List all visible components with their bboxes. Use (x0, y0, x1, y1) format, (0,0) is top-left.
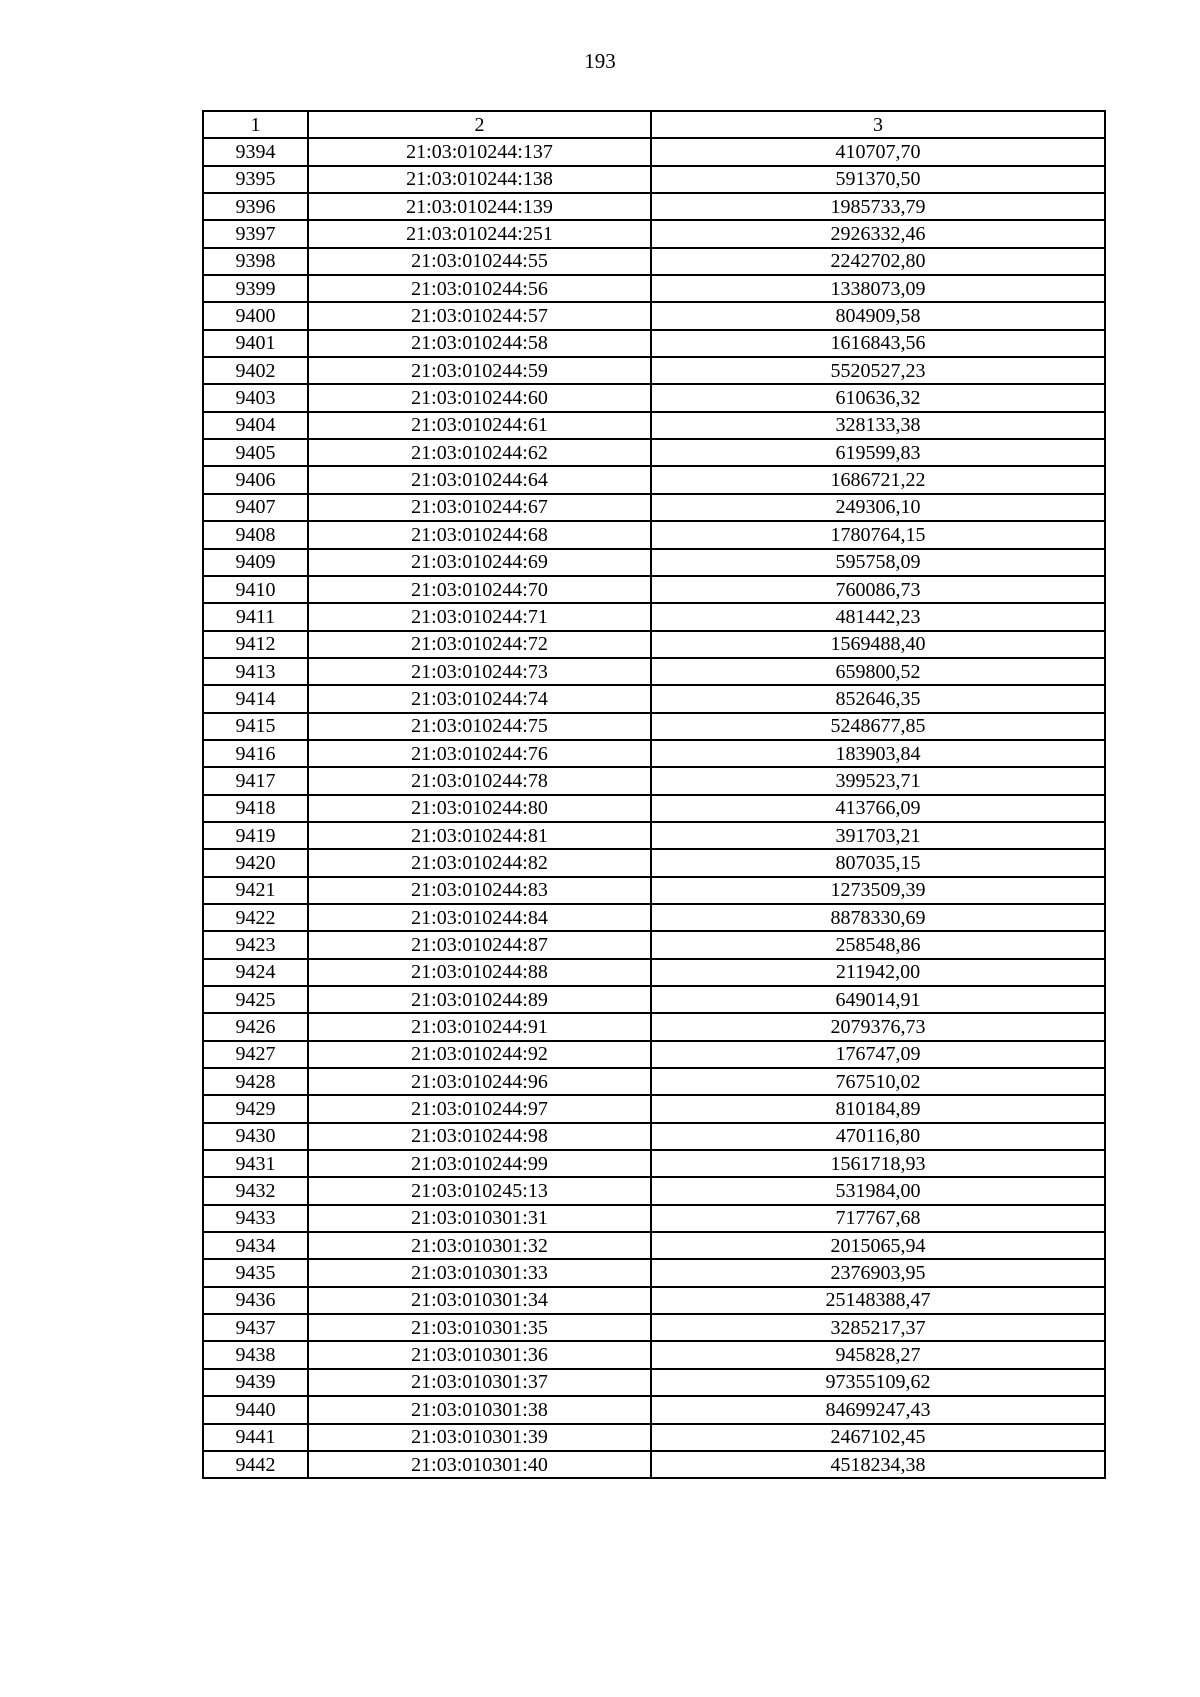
value-cell: 659800,52 (651, 658, 1105, 685)
table-row (203, 466, 1105, 493)
cadastral-number-cell: 21:03:010244:81 (308, 822, 651, 849)
value-cell: 413766,09 (651, 795, 1105, 822)
value-cell: 5248677,85 (651, 713, 1105, 740)
table-body (203, 138, 1105, 1478)
value-cell: 1780764,15 (651, 521, 1105, 548)
table-row (203, 931, 1105, 958)
value-cell: 2467102,45 (651, 1424, 1105, 1451)
cadastral-number-cell: 21:03:010244:62 (308, 439, 651, 466)
row-number-cell: 9427 (203, 1041, 308, 1068)
row-number-cell: 9424 (203, 959, 308, 986)
table-row (203, 959, 1105, 986)
row-number-cell: 9396 (203, 193, 308, 220)
row-number-cell: 9434 (203, 1232, 308, 1259)
value-cell: 591370,50 (651, 166, 1105, 193)
row-number-cell: 9403 (203, 384, 308, 411)
row-number-cell: 9438 (203, 1341, 308, 1368)
table-row (203, 1013, 1105, 1040)
table-row (203, 275, 1105, 302)
row-number-cell: 9406 (203, 466, 308, 493)
data-table (202, 110, 1106, 1479)
table-row (203, 603, 1105, 630)
row-number-cell: 9405 (203, 439, 308, 466)
table-row (203, 576, 1105, 603)
value-cell: 1616843,56 (651, 330, 1105, 357)
row-number-cell: 9423 (203, 931, 308, 958)
row-number-cell: 9410 (203, 576, 308, 603)
cadastral-number-cell: 21:03:010244:56 (308, 275, 651, 302)
table-row (203, 138, 1105, 165)
table-row (203, 986, 1105, 1013)
value-cell: 945828,27 (651, 1341, 1105, 1368)
cadastral-number-cell: 21:03:010244:92 (308, 1041, 651, 1068)
column-header: 2 (308, 111, 651, 138)
value-cell: 1569488,40 (651, 631, 1105, 658)
cadastral-number-cell: 21:03:010244:89 (308, 986, 651, 1013)
row-number-cell: 9394 (203, 138, 308, 165)
cadastral-number-cell: 21:03:010244:99 (308, 1150, 651, 1177)
value-cell: 649014,91 (651, 986, 1105, 1013)
row-number-cell: 9425 (203, 986, 308, 1013)
row-number-cell: 9429 (203, 1095, 308, 1122)
cadastral-number-cell: 21:03:010244:82 (308, 849, 651, 876)
table-row (203, 631, 1105, 658)
cadastral-number-cell: 21:03:010244:73 (308, 658, 651, 685)
table-row (203, 1205, 1105, 1232)
value-cell: 470116,80 (651, 1123, 1105, 1150)
cadastral-number-cell: 21:03:010244:60 (308, 384, 651, 411)
cadastral-number-cell: 21:03:010244:71 (308, 603, 651, 630)
cadastral-number-cell: 21:03:010244:78 (308, 767, 651, 794)
cadastral-number-cell: 21:03:010244:96 (308, 1068, 651, 1095)
cadastral-number-cell: 21:03:010301:39 (308, 1424, 651, 1451)
cadastral-number-cell: 21:03:010244:139 (308, 193, 651, 220)
cadastral-number-cell: 21:03:010245:13 (308, 1177, 651, 1204)
cadastral-number-cell: 21:03:010301:32 (308, 1232, 651, 1259)
value-cell: 399523,71 (651, 767, 1105, 794)
value-cell: 328133,38 (651, 412, 1105, 439)
cadastral-number-cell: 21:03:010244:251 (308, 220, 651, 247)
row-number-cell: 9407 (203, 494, 308, 521)
table-row (203, 1259, 1105, 1286)
value-cell: 767510,02 (651, 1068, 1105, 1095)
table-row (203, 220, 1105, 247)
value-cell: 2015065,94 (651, 1232, 1105, 1259)
value-cell: 610636,32 (651, 384, 1105, 411)
column-header: 3 (651, 111, 1105, 138)
value-cell: 2079376,73 (651, 1013, 1105, 1040)
table-row (203, 877, 1105, 904)
row-number-cell: 9422 (203, 904, 308, 931)
value-cell: 1686721,22 (651, 466, 1105, 493)
value-cell: 810184,89 (651, 1095, 1105, 1122)
row-number-cell: 9426 (203, 1013, 308, 1040)
row-number-cell: 9412 (203, 631, 308, 658)
value-cell: 1561718,93 (651, 1150, 1105, 1177)
table-row (203, 740, 1105, 767)
page-number: 193 (584, 49, 616, 73)
cadastral-number-cell: 21:03:010244:69 (308, 549, 651, 576)
row-number-cell: 9433 (203, 1205, 308, 1232)
value-cell: 391703,21 (651, 822, 1105, 849)
row-number-cell: 9421 (203, 877, 308, 904)
row-number-cell: 9417 (203, 767, 308, 794)
row-number-cell: 9437 (203, 1314, 308, 1341)
row-number-cell: 9401 (203, 330, 308, 357)
row-number-cell: 9404 (203, 412, 308, 439)
row-number-cell: 9435 (203, 1259, 308, 1286)
cadastral-number-cell: 21:03:010244:76 (308, 740, 651, 767)
cadastral-number-cell: 21:03:010301:34 (308, 1287, 651, 1314)
table-row (203, 521, 1105, 548)
row-number-cell: 9397 (203, 220, 308, 247)
value-cell: 8878330,69 (651, 904, 1105, 931)
table-row (203, 1369, 1105, 1396)
value-cell: 84699247,43 (651, 1396, 1105, 1423)
cadastral-number-cell: 21:03:010244:80 (308, 795, 651, 822)
row-number-cell: 9411 (203, 603, 308, 630)
table-row (203, 685, 1105, 712)
cadastral-number-cell: 21:03:010244:74 (308, 685, 651, 712)
row-number-cell: 9440 (203, 1396, 308, 1423)
value-cell: 258548,86 (651, 931, 1105, 958)
row-number-cell: 9419 (203, 822, 308, 849)
row-number-cell: 9409 (203, 549, 308, 576)
cadastral-number-cell: 21:03:010244:61 (308, 412, 651, 439)
cadastral-number-cell: 21:03:010301:37 (308, 1369, 651, 1396)
table-row (203, 767, 1105, 794)
cadastral-number-cell: 21:03:010301:35 (308, 1314, 651, 1341)
value-cell: 1338073,09 (651, 275, 1105, 302)
value-cell: 2242702,80 (651, 248, 1105, 275)
cadastral-number-cell: 21:03:010301:38 (308, 1396, 651, 1423)
row-number-cell: 9402 (203, 357, 308, 384)
table-row (203, 357, 1105, 384)
value-cell: 2926332,46 (651, 220, 1105, 247)
value-cell: 804909,58 (651, 302, 1105, 329)
table-row (203, 549, 1105, 576)
table-row (203, 1150, 1105, 1177)
row-number-cell: 9431 (203, 1150, 308, 1177)
column-header: 1 (203, 111, 308, 138)
table-row (203, 1068, 1105, 1095)
value-cell: 2376903,95 (651, 1259, 1105, 1286)
cadastral-number-cell: 21:03:010244:55 (308, 248, 651, 275)
value-cell: 25148388,47 (651, 1287, 1105, 1314)
table-row (203, 384, 1105, 411)
value-cell: 183903,84 (651, 740, 1105, 767)
table-row (203, 166, 1105, 193)
row-number-cell: 9416 (203, 740, 308, 767)
cadastral-number-cell: 21:03:010244:58 (308, 330, 651, 357)
table-row (203, 795, 1105, 822)
table-row (203, 1041, 1105, 1068)
table-row (203, 302, 1105, 329)
table-row (203, 1123, 1105, 1150)
row-number-cell: 9395 (203, 166, 308, 193)
value-cell: 1273509,39 (651, 877, 1105, 904)
row-number-cell: 9398 (203, 248, 308, 275)
cadastral-number-cell: 21:03:010301:36 (308, 1341, 651, 1368)
table-row (203, 713, 1105, 740)
row-number-cell: 9400 (203, 302, 308, 329)
cadastral-number-cell: 21:03:010244:98 (308, 1123, 651, 1150)
cadastral-number-cell: 21:03:010244:59 (308, 357, 651, 384)
table-row (203, 1287, 1105, 1314)
cadastral-number-cell: 21:03:010244:91 (308, 1013, 651, 1040)
row-number-cell: 9415 (203, 713, 308, 740)
value-cell: 760086,73 (651, 576, 1105, 603)
table-row (203, 1177, 1105, 1204)
cadastral-number-cell: 21:03:010244:68 (308, 521, 651, 548)
cadastral-number-cell: 21:03:010244:84 (308, 904, 651, 931)
cadastral-number-cell: 21:03:010244:64 (308, 466, 651, 493)
row-number-cell: 9439 (203, 1369, 308, 1396)
row-number-cell: 9430 (203, 1123, 308, 1150)
value-cell: 1985733,79 (651, 193, 1105, 220)
value-cell: 211942,00 (651, 959, 1105, 986)
cadastral-number-cell: 21:03:010244:83 (308, 877, 651, 904)
table-row (203, 1341, 1105, 1368)
value-cell: 97355109,62 (651, 1369, 1105, 1396)
row-number-cell: 9418 (203, 795, 308, 822)
table-row (203, 1396, 1105, 1423)
table-row (203, 193, 1105, 220)
row-number-cell: 9420 (203, 849, 308, 876)
table-row (203, 1424, 1105, 1451)
table-row (203, 1232, 1105, 1259)
row-number-cell: 9413 (203, 658, 308, 685)
cadastral-number-cell: 21:03:010244:70 (308, 576, 651, 603)
cadastral-number-cell: 21:03:010244:67 (308, 494, 651, 521)
cadastral-number-cell: 21:03:010244:137 (308, 138, 651, 165)
row-number-cell: 9408 (203, 521, 308, 548)
table-header-row (203, 111, 1105, 138)
table-row (203, 248, 1105, 275)
table-row (203, 494, 1105, 521)
table-row (203, 412, 1105, 439)
value-cell: 531984,00 (651, 1177, 1105, 1204)
value-cell: 5520527,23 (651, 357, 1105, 384)
value-cell: 619599,83 (651, 439, 1105, 466)
table-row (203, 904, 1105, 931)
value-cell: 481442,23 (651, 603, 1105, 630)
row-number-cell: 9441 (203, 1424, 308, 1451)
cadastral-number-cell: 21:03:010244:88 (308, 959, 651, 986)
table-row (203, 439, 1105, 466)
value-cell: 4518234,38 (651, 1451, 1105, 1478)
cadastral-number-cell: 21:03:010244:97 (308, 1095, 651, 1122)
value-cell: 807035,15 (651, 849, 1105, 876)
cadastral-number-cell: 21:03:010301:40 (308, 1451, 651, 1478)
cadastral-number-cell: 21:03:010301:31 (308, 1205, 651, 1232)
table-row (203, 1451, 1105, 1478)
row-number-cell: 9399 (203, 275, 308, 302)
value-cell: 249306,10 (651, 494, 1105, 521)
row-number-cell: 9432 (203, 1177, 308, 1204)
value-cell: 410707,70 (651, 138, 1105, 165)
row-number-cell: 9436 (203, 1287, 308, 1314)
value-cell: 852646,35 (651, 685, 1105, 712)
cadastral-number-cell: 21:03:010244:57 (308, 302, 651, 329)
table-row (203, 822, 1105, 849)
value-cell: 3285217,37 (651, 1314, 1105, 1341)
value-cell: 176747,09 (651, 1041, 1105, 1068)
table-row (203, 658, 1105, 685)
cadastral-number-cell: 21:03:010244:72 (308, 631, 651, 658)
row-number-cell: 9428 (203, 1068, 308, 1095)
table-row (203, 330, 1105, 357)
table-row (203, 1095, 1105, 1122)
table-row (203, 1314, 1105, 1341)
cadastral-number-cell: 21:03:010244:75 (308, 713, 651, 740)
cadastral-number-cell: 21:03:010244:87 (308, 931, 651, 958)
cadastral-number-cell: 21:03:010244:138 (308, 166, 651, 193)
value-cell: 595758,09 (651, 549, 1105, 576)
value-cell: 717767,68 (651, 1205, 1105, 1232)
row-number-cell: 9442 (203, 1451, 308, 1478)
cadastral-number-cell: 21:03:010301:33 (308, 1259, 651, 1286)
table-row (203, 849, 1105, 876)
row-number-cell: 9414 (203, 685, 308, 712)
